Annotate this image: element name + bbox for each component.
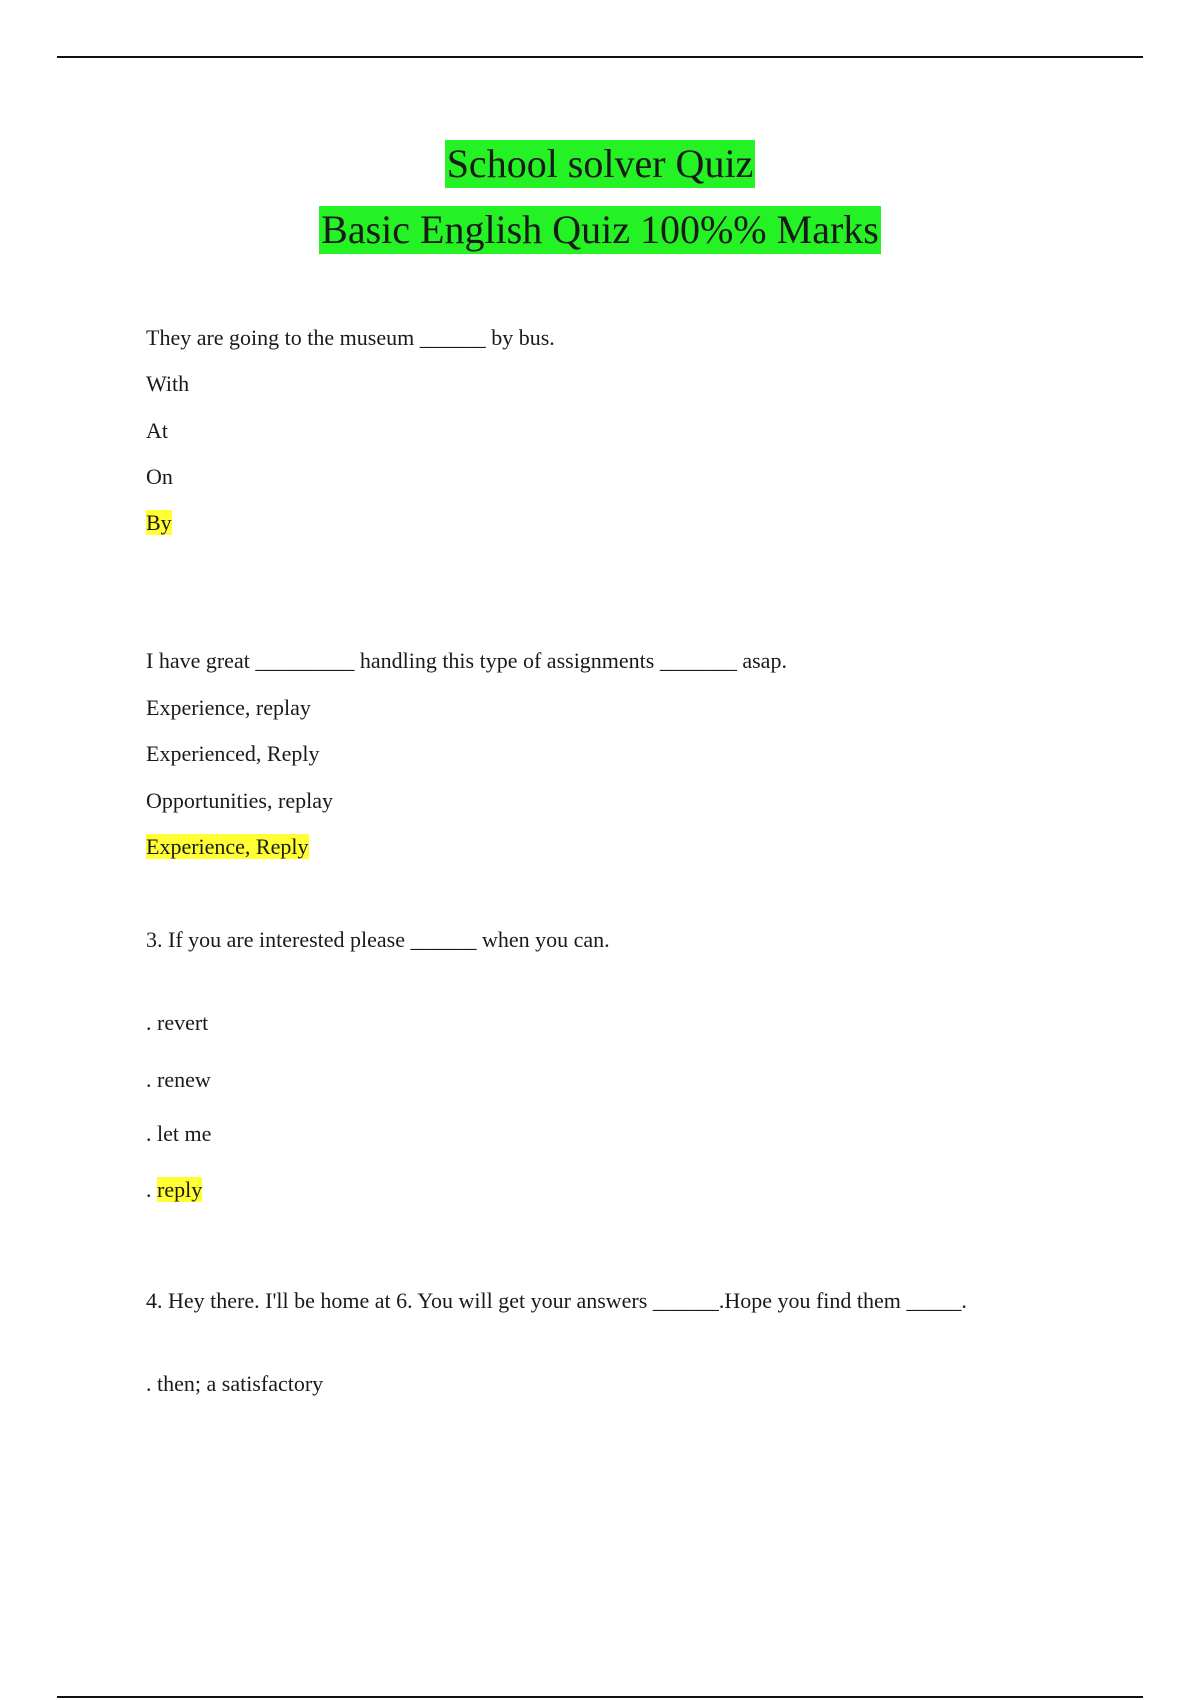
question-4-option-1: . then; a satisfactory [146, 1371, 324, 1396]
question-2-answer: Experience, Reply [146, 834, 309, 859]
question-2-option-2: Experienced, Reply [146, 741, 320, 766]
question-1-answer-row [146, 509, 172, 537]
question-4-prompt: 4. Hey there. I'll be home at 6. You will get your answers ______.Hope you find them _____. [146, 1288, 967, 1313]
question-2-option-1: Experience, replay [146, 695, 311, 720]
question-1-prompt: They are going to the museum ______ by bus. [146, 325, 555, 350]
question-1-answer: By [146, 510, 172, 535]
question-2-answer-row [146, 833, 309, 861]
page-subtitle: Basic English Quiz 100%% Marks [321, 207, 879, 252]
bottom-rule [57, 1696, 1143, 1698]
question-3-answer-prefix: . [146, 1177, 157, 1202]
question-1-option-3: On [146, 464, 173, 489]
subtitle-line [0, 206, 1200, 272]
page-title: School solver Quiz [446, 141, 754, 186]
title-line [0, 140, 1200, 206]
question-3-answer: reply [157, 1177, 203, 1202]
top-rule [57, 56, 1143, 58]
question-3-option-1: . revert [146, 1010, 209, 1035]
question-2-option-3: Opportunities, replay [146, 788, 333, 813]
question-3-option-2: . renew [146, 1067, 211, 1092]
question-1-option-2: At [146, 418, 168, 443]
question-3-option-3: . let me [146, 1121, 212, 1146]
question-3-answer-row [146, 1176, 202, 1204]
question-3-prompt: 3. If you are interested please ______ when you can. [146, 927, 610, 952]
title-block [0, 140, 1200, 272]
question-1-option-1: With [146, 371, 190, 396]
question-2-prompt: I have great _________ handling this type of assignments _______ asap. [146, 648, 787, 673]
